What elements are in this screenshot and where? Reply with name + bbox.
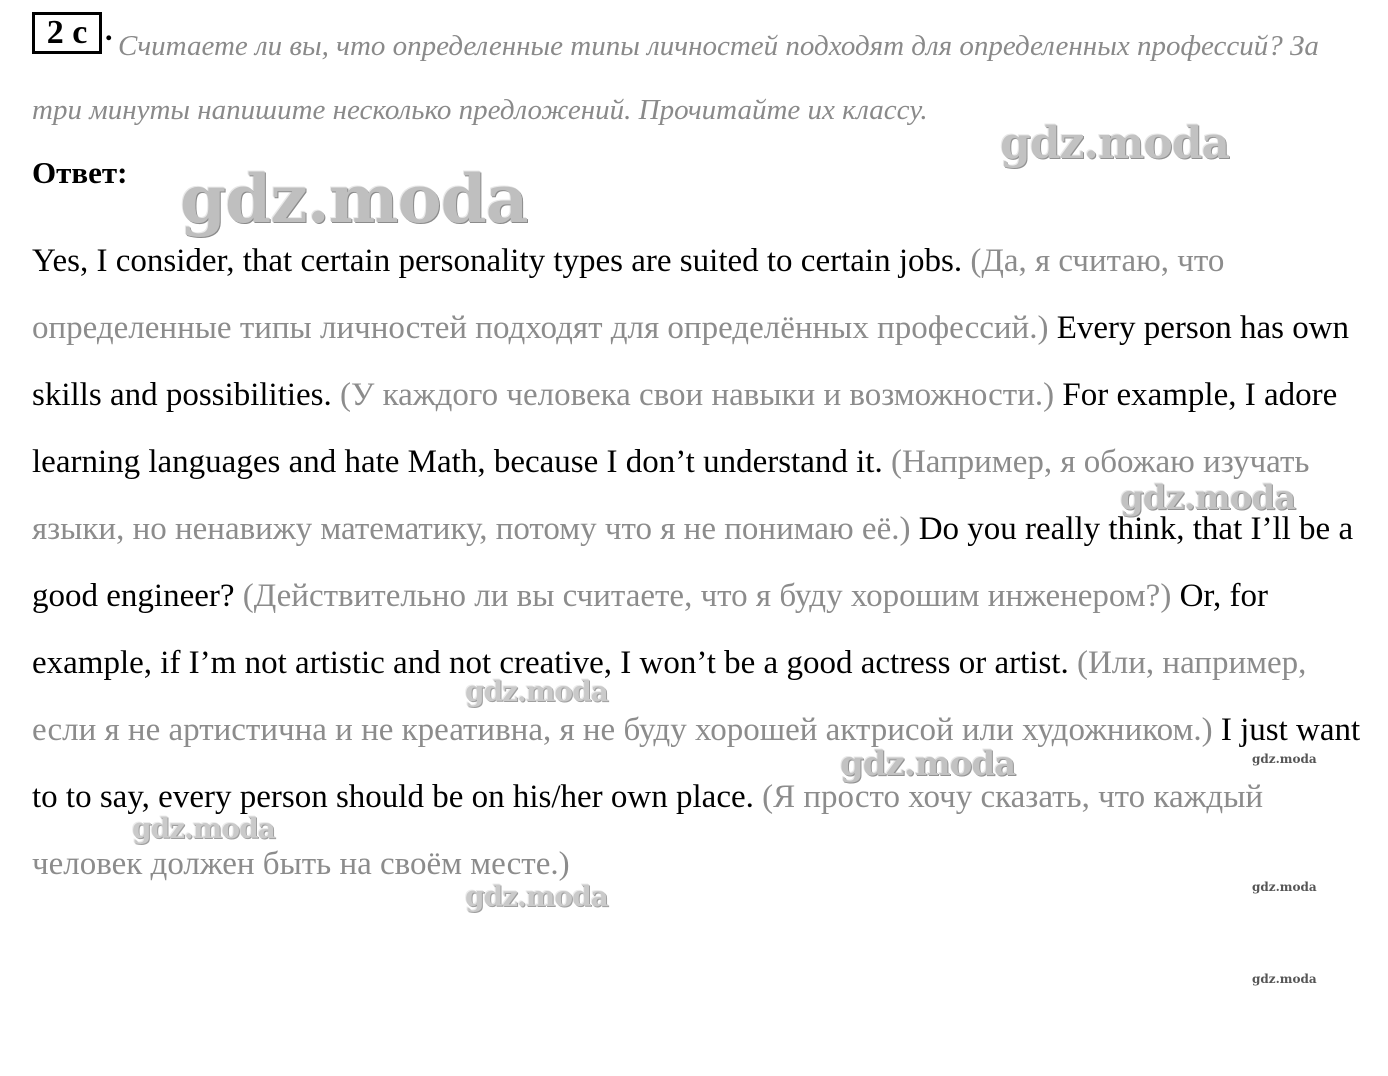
answer-sentence-en: I just want to to say, every person should be on his/her own place.: [32, 712, 1361, 815]
answer-sentence-en: For example, I adore learning languages and hate Math, because I don’t understand it.: [32, 377, 1338, 480]
answer-translation-ru: (Действительно ли вы считаете, что я буду хорошим инженером?): [242, 578, 1180, 614]
watermark: gdz.moda: [1252, 880, 1317, 894]
answer-sentence-en: Every person has own skills and possibilities.: [32, 310, 1350, 413]
answer-label: Ответ:: [32, 155, 128, 190]
answer-body: [32, 228, 1362, 898]
watermark: gdz.moda: [180, 160, 528, 238]
watermark: gdz.moda: [1252, 752, 1317, 766]
answer-translation-ru: (Или, например, если я не артистична и не креативна, я не буду хорошей актрисой или художником.): [32, 645, 1307, 748]
task-number-dot: .: [105, 14, 113, 47]
watermark: gdz.moda: [465, 675, 608, 708]
watermark: gdz.moda: [132, 812, 275, 845]
watermark: gdz.moda: [465, 880, 608, 913]
answer-sentence-en: Or, for example, if I’m not artistic and not creative, I won’t be a good actress or artist.: [32, 578, 1269, 681]
watermark: gdz.moda: [840, 744, 1016, 784]
answer-translation-ru: (У каждого человека свои навыки и возможности.): [340, 377, 1063, 413]
task-prompt: Считаете ли вы, что определенные типы личностей подходят для определенных профессий? За три минуты напишите несколько предложений. Прочитайте их классу.: [32, 30, 1319, 126]
watermark: gdz.moda: [1000, 118, 1230, 169]
task-number: 2 c: [46, 14, 88, 51]
answer-sentence-en: Yes, I consider, that certain personality types are suited to certain jobs.: [32, 243, 971, 279]
answer-translation-ru: (Например, я обожаю изучать языки, но ненавижу математику, потому что я не понимаю её.): [32, 444, 1310, 547]
answer-sentence-en: Do you really think, that I’ll be a good engineer?: [32, 511, 1354, 614]
watermark: gdz.moda: [1252, 972, 1317, 986]
watermark: gdz.moda: [1120, 478, 1296, 518]
answer-translation-ru: (Я просто хочу сказать, что каждый человек должен быть на своём месте.): [32, 779, 1264, 882]
answer-translation-ru: (Да, я считаю, что определенные типы личностей подходят для определённых профессий.): [32, 243, 1225, 346]
